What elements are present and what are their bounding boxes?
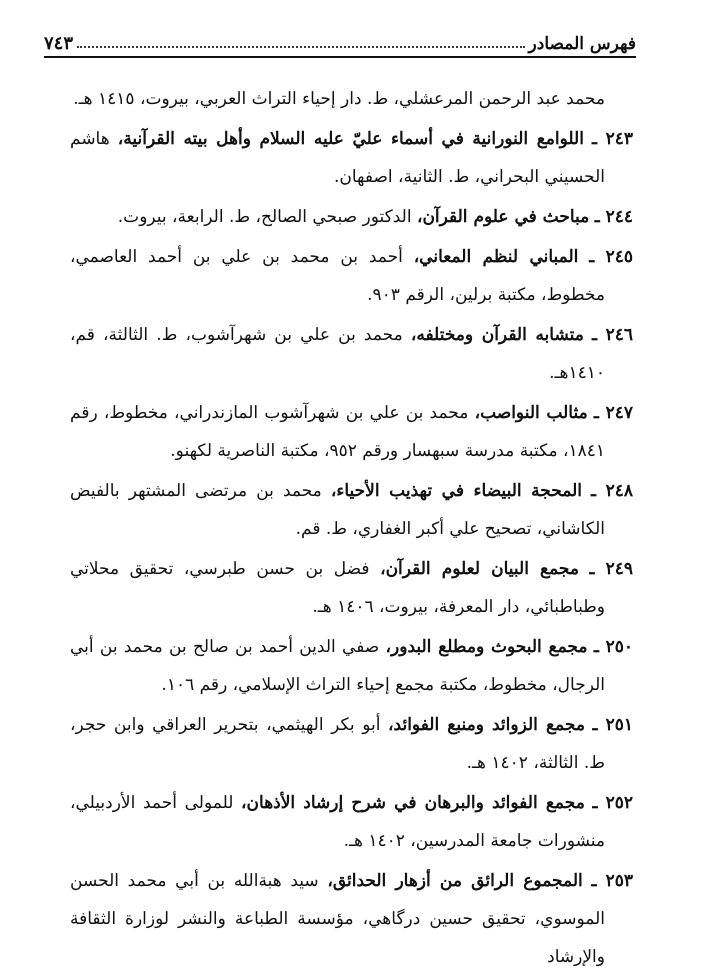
entry-details: محمد بن مرتضى المشتهر بالفيض الكاشاني، تصحيح علي أكبر الغفاري، ط. قم. bbox=[70, 481, 605, 539]
bibliography-list bbox=[70, 80, 633, 978]
bibliography-entry bbox=[70, 706, 633, 782]
entry-number: ٢٥٣ ـ bbox=[591, 871, 634, 891]
entry-title: مجمع الزوائد ومنبع الفوائد، bbox=[388, 715, 585, 735]
entry-title: مجمع البحوث ومطلع البدور، bbox=[385, 637, 588, 657]
entry-details: أحمد بن محمد بن علي بن أحمد العاصمي، مخطوط، مكتبة برلين، الرقم ٩٠٣. bbox=[70, 247, 605, 305]
entry-details: صفي الدين أحمد بن صالح بن محمد بن أبي الرجال، مخطوط، مكتبة مجمع إحياء التراث الإسلامي، رقم ١٠٦. bbox=[70, 637, 605, 695]
bibliography-entry bbox=[70, 394, 633, 470]
entry-title: اللوامع النورانية في أسماء عليّ عليه السلام وأهل بيته القرآنية، bbox=[117, 129, 584, 149]
page-number: ٧٤٣ bbox=[44, 33, 74, 54]
bibliography-entry bbox=[70, 198, 633, 236]
bibliography-entry bbox=[70, 472, 633, 548]
bibliography-entry bbox=[70, 862, 633, 976]
running-title: فهرس المصادر bbox=[528, 34, 636, 54]
entry-details: محمد بن علي بن شهرآشوب، ط. الثالثة، قم، ١٤١٠هـ. bbox=[70, 325, 605, 383]
entry-details: هاشم الحسيني البحراني، ط. الثانية، اصفهان. bbox=[70, 129, 605, 187]
entry-details: للمولى أحمد الأردبيلي، منشورات جامعة المدرسين، ١٤٠٢ هـ. bbox=[70, 793, 605, 851]
entry-number: ٢٥٢ ـ bbox=[592, 793, 634, 813]
entry-number: ٢٥١ ـ bbox=[592, 715, 633, 735]
entry-title: متشابه القرآن ومختلفه، bbox=[410, 325, 584, 345]
running-header bbox=[44, 22, 636, 58]
bibliography-entry bbox=[70, 784, 633, 860]
entry-number: ٢٤٤ ـ bbox=[594, 207, 633, 227]
entry-number: ٢٤٩ ـ bbox=[589, 559, 634, 579]
continuation-text: محمد عبد الرحمن المرعشلي، ط. دار إحياء التراث العربي، بيروت، ١٤١٥ هـ. bbox=[73, 89, 605, 109]
bibliography-entry bbox=[70, 238, 633, 314]
entry-number: ٢٤٦ ـ bbox=[591, 325, 633, 345]
entry-title: مجمع البيان لعلوم القرآن، bbox=[380, 559, 579, 579]
entry-title: المباني لنظم المعاني، bbox=[413, 247, 579, 267]
entry-number: ٢٤٣ ـ bbox=[592, 129, 633, 149]
entry-number: ٢٤٨ ـ bbox=[591, 481, 634, 501]
bibliography-entry bbox=[70, 120, 633, 196]
entry-title: مباحث في علوم القرآن، bbox=[416, 207, 590, 227]
entry-details: أبو بكر الهيثمي، بتحرير العراقي وابن حجر، ط. الثالثة، ١٤٠٢ هـ. bbox=[70, 715, 605, 773]
entry-title: مجمع الفوائد والبرهان في شرح إرشاد الأذهان، bbox=[241, 793, 585, 813]
entry-title: مثالب النواصب، bbox=[474, 403, 588, 423]
entry-details: سيد هبةالله بن أبي محمد الحسن الموسوي، تحقيق حسين درگاهي، مؤسسة الطباعة والنشر لوزارة الثقافة والإرشاد bbox=[70, 871, 605, 967]
entry-details: فضل بن حسن طبرسي، تحقيق محلاتي وطباطبائي، دار المعرفة، بيروت، ١٤٠٦ هـ. bbox=[70, 559, 605, 617]
dot-leader bbox=[77, 46, 525, 48]
bibliography-entry bbox=[70, 316, 633, 392]
entry-details: محمد بن علي بن شهرآشوب المازندراني، مخطوط، رقم ١٨٤١، مكتبة مدرسة سبهسار ورقم ٩٥٢، مكتبة الناصرية لكهنو. bbox=[70, 403, 605, 461]
bibliography-entry bbox=[70, 550, 633, 626]
entry-number: ٢٤٧ ـ bbox=[593, 403, 633, 423]
bibliography-entry bbox=[70, 628, 633, 704]
entry-title: المحجة البيضاء في تهذيب الأحياء، bbox=[330, 481, 582, 501]
entry-details: الدكتور صبحي الصالح، ط. الرابعة، بيروت. bbox=[117, 207, 412, 227]
entry-title: المجموع الرائق من أزهار الحدائق، bbox=[327, 871, 583, 891]
entry-number: ٢٥٠ ـ bbox=[593, 637, 634, 657]
entry-number: ٢٤٥ ـ bbox=[589, 247, 633, 267]
